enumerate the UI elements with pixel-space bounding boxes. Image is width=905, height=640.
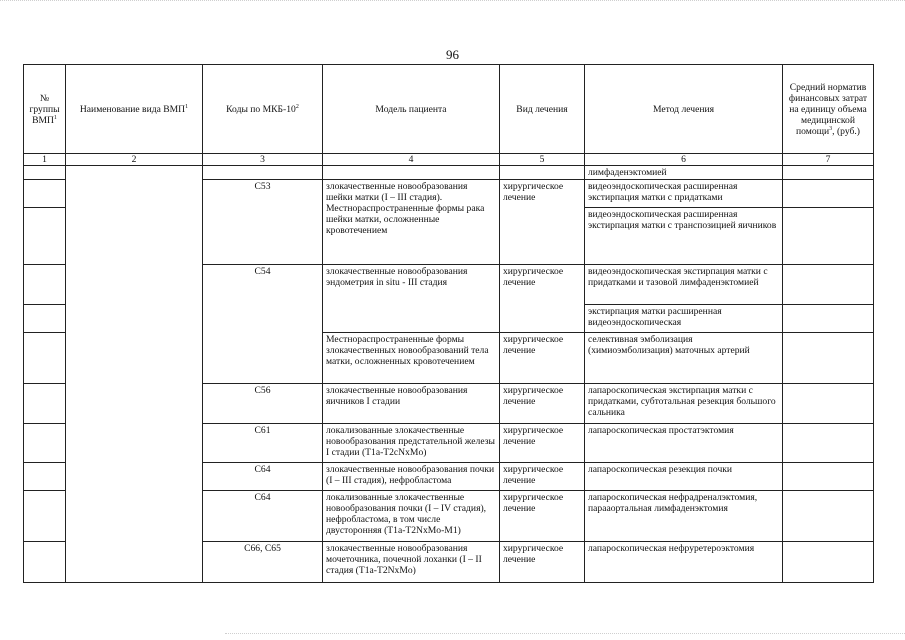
vmp-name-cell bbox=[66, 166, 203, 583]
treatment-type-cell: хирургическое лечение bbox=[500, 424, 585, 463]
patient-model-cell: злокачественные новообразования мочеточника, почечной лоханки (I – II стадия (T1a-T2NxMo) bbox=[323, 542, 500, 583]
column-number: 6 bbox=[585, 154, 783, 166]
scan-edge-top bbox=[0, 0, 905, 2]
icd-code-cell: C64 bbox=[203, 491, 323, 542]
icd-code-cell: C54 bbox=[203, 265, 323, 384]
header-row bbox=[24, 65, 874, 154]
patient-model-cell: злокачественные новообразования эндометрия in situ - III стадия bbox=[323, 265, 500, 333]
treatment-type-cell: хирургическое лечение bbox=[500, 333, 585, 384]
header-patient-model: Модель пациента bbox=[323, 65, 500, 154]
patient-model-cell: злокачественные новообразования яичников I стадии bbox=[323, 384, 500, 424]
vmp-table bbox=[23, 64, 874, 583]
treatment-type-cell: хирургическое лечение bbox=[500, 384, 585, 424]
column-number: 7 bbox=[783, 154, 874, 166]
column-number: 4 bbox=[323, 154, 500, 166]
method-cell: лапароскопическая резекция почки bbox=[585, 463, 783, 491]
method-cell: лапароскопическая нефруретероэктомия bbox=[585, 542, 783, 583]
page-number: 96 bbox=[446, 47, 459, 62]
header-cost-norm: Средний норматив финансовых затрат на единицу объема медицинской помощи$^3$, (руб.) bbox=[783, 65, 874, 154]
icd-code-cell: C64 bbox=[203, 463, 323, 491]
icd-code-cell: C56 bbox=[203, 384, 323, 424]
column-number: 1 bbox=[24, 154, 66, 166]
column-number-row bbox=[24, 154, 874, 166]
icd-code-cell: C66, C65 bbox=[203, 542, 323, 583]
header-treatment-type: Вид лечения bbox=[500, 65, 585, 154]
method-cell: лимфаденэктомией bbox=[585, 166, 783, 180]
method-cell: лапароскопическая простатэктомия bbox=[585, 424, 783, 463]
method-cell: экстирпация матки расширенная видеоэндоскопическая bbox=[585, 305, 783, 333]
treatment-type-cell: хирургическое лечение bbox=[500, 542, 585, 583]
method-cell: видеоэндоскопическая расширенная экстирпация матки с транспозицией яичников bbox=[585, 208, 783, 265]
column-number: 2 bbox=[66, 154, 203, 166]
icd-code-cell: C53 bbox=[203, 180, 323, 265]
header-vmp-name: Наименование вида ВМП$^1$ bbox=[66, 65, 203, 154]
patient-model-cell: локализованные злокачественные новообразования почки (I – IV стадия), нефробластома, в том числе двусторонняя (T1a-T2NxMo-M1) bbox=[323, 491, 500, 542]
method-cell: видеоэндоскопическая экстирпация матки с придатками и тазовой лимфаденэктомией bbox=[585, 265, 783, 305]
header-group-number: № группы ВМП$^1$ bbox=[24, 65, 66, 154]
treatment-type-cell: хирургическое лечение bbox=[500, 180, 585, 265]
table-row bbox=[24, 166, 874, 180]
column-number: 3 bbox=[203, 154, 323, 166]
column-number: 5 bbox=[500, 154, 585, 166]
method-cell: лапароскопическая нефрадреналэктомия, парааортальная лимфаденэктомия bbox=[585, 491, 783, 542]
treatment-type-cell: хирургическое лечение bbox=[500, 491, 585, 542]
patient-model-cell: злокачественные новообразования шейки матки (I – III стадия). Местнораспространенные формы рака шейки матки, осложненные кровотечением bbox=[323, 180, 500, 265]
patient-model-cell: злокачественные новообразования почки (I – III стадия), нефробластома bbox=[323, 463, 500, 491]
method-cell: лапароскопическая экстирпация матки с придатками, субтотальная резекция большого сальника bbox=[585, 384, 783, 424]
patient-model-cell: Местнораспространенные формы злокачественных новообразований тела матки, осложненных кровотечением bbox=[323, 333, 500, 384]
treatment-type-cell: хирургическое лечение bbox=[500, 463, 585, 491]
header-icd-codes: Коды по МКБ-$10^2$ bbox=[203, 65, 323, 154]
treatment-type-cell: хирургическое лечение bbox=[500, 265, 585, 333]
header-treatment-method: Метод лечения bbox=[585, 65, 783, 154]
patient-model-cell: локализованные злокачественные новообразования предстательной железы I стадии (T1a-T2cNxMo) bbox=[323, 424, 500, 463]
icd-code-cell: C61 bbox=[203, 424, 323, 463]
method-cell: видеоэндоскопическая расширенная экстирпация матки с придатками bbox=[585, 180, 783, 208]
scan-edge-bottom bbox=[225, 633, 905, 635]
method-cell: селективная эмболизация (химиоэмболизация) маточных артерий bbox=[585, 333, 783, 384]
